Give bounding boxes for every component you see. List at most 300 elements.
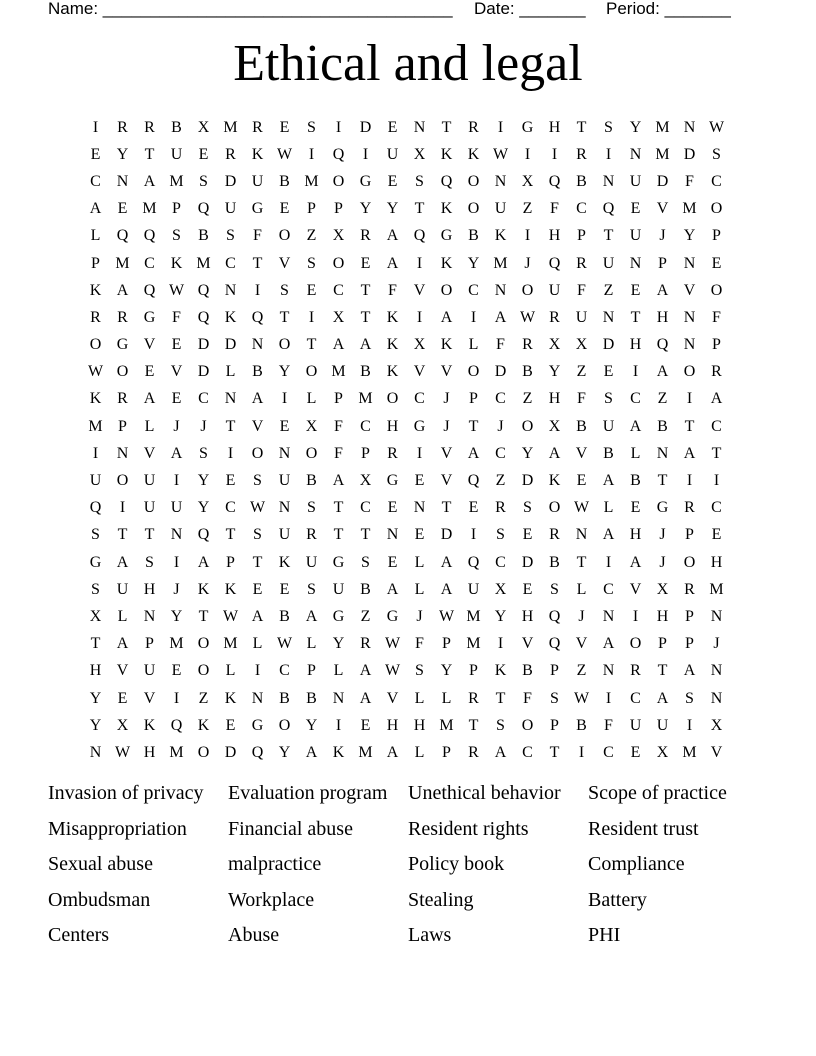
grid-letter: D — [197, 363, 210, 381]
grid-letter: Y — [305, 716, 318, 734]
grid-letter: T — [333, 526, 344, 544]
grid-letter: W — [114, 743, 131, 761]
grid-letter: U — [143, 662, 156, 680]
grid-letter: S — [307, 254, 316, 272]
word-list-item: PHI — [588, 924, 621, 946]
grid-letter: E — [387, 172, 398, 190]
grid-letter: Q — [413, 227, 426, 245]
grid-letter: A — [116, 635, 129, 653]
grid-letter: Y — [629, 118, 642, 136]
grid-letter: I — [416, 254, 423, 272]
grid-letter: T — [144, 145, 155, 163]
grid-letter: Q — [548, 607, 561, 625]
grid-letter: T — [252, 254, 263, 272]
grid-letter: M — [331, 363, 346, 381]
grid-letter: N — [575, 526, 588, 544]
grid-letter: E — [225, 716, 236, 734]
grid-letter: M — [655, 145, 670, 163]
grid-letter: B — [360, 363, 371, 381]
grid-letter: Z — [495, 472, 506, 490]
grid-letter: U — [305, 553, 318, 571]
word-list-item: Laws — [408, 924, 452, 946]
grid-letter: Y — [440, 662, 453, 680]
grid-letter: I — [281, 390, 288, 408]
grid-letter: T — [711, 444, 722, 462]
grid-letter: M — [466, 607, 481, 625]
grid-letter: H — [521, 607, 534, 625]
grid-letter: O — [278, 336, 291, 354]
grid-letter: C — [225, 254, 236, 272]
grid-letter: Z — [522, 200, 533, 218]
grid-letter: D — [359, 118, 372, 136]
grid-letter: X — [332, 227, 345, 245]
grid-letter: M — [358, 743, 373, 761]
grid-letter: M — [223, 635, 238, 653]
grid-letter: Q — [251, 743, 264, 761]
grid-letter: G — [251, 716, 264, 734]
grid-letter: F — [172, 308, 181, 326]
grid-letter: E — [279, 118, 290, 136]
grid-letter: W — [492, 145, 509, 163]
grid-letter: U — [170, 499, 183, 517]
grid-letter: P — [226, 553, 235, 571]
grid-letter: P — [685, 526, 694, 544]
grid-letter: R — [225, 145, 236, 163]
grid-letter: A — [332, 472, 345, 490]
grid-letter: I — [713, 472, 720, 490]
grid-letter: C — [198, 390, 209, 408]
grid-letter: B — [360, 580, 371, 598]
grid-letter: I — [578, 743, 585, 761]
grid-letter: W — [276, 145, 293, 163]
grid-letter: O — [521, 716, 534, 734]
grid-letter: N — [332, 689, 345, 707]
grid-letter: A — [116, 553, 129, 571]
grid-letter: U — [89, 472, 102, 490]
grid-letter: A — [359, 336, 372, 354]
grid-letter: Y — [683, 227, 696, 245]
grid-letter: U — [251, 172, 264, 190]
grid-letter: C — [630, 390, 641, 408]
grid-letter: R — [711, 363, 722, 381]
word-list — [48, 779, 788, 957]
grid-letter: A — [494, 308, 507, 326]
grid-letter: I — [119, 499, 126, 517]
grid-letter: K — [332, 743, 345, 761]
grid-letter: E — [630, 200, 641, 218]
grid-letter: U — [629, 227, 642, 245]
grid-letter: F — [604, 716, 613, 734]
grid-letter: U — [332, 580, 345, 598]
grid-letter: L — [306, 635, 317, 653]
word-list-item: Abuse — [228, 924, 280, 946]
grid-letter: N — [602, 607, 615, 625]
grid-letter: K — [224, 308, 237, 326]
grid-letter: M — [223, 118, 238, 136]
grid-letter: Y — [170, 607, 183, 625]
grid-letter: I — [92, 118, 99, 136]
grid-letter: X — [89, 607, 102, 625]
grid-letter: J — [524, 254, 531, 272]
grid-letter: C — [576, 200, 587, 218]
grid-letter: J — [659, 553, 666, 571]
grid-letter: B — [603, 444, 614, 462]
grid-letter: M — [169, 743, 184, 761]
grid-letter: T — [603, 227, 614, 245]
grid-letter: R — [684, 580, 695, 598]
grid-letter: H — [413, 716, 426, 734]
grid-letter: P — [145, 635, 154, 653]
grid-letter: V — [386, 689, 399, 707]
grid-letter: X — [710, 716, 723, 734]
grid-letter: C — [90, 172, 101, 190]
grid-letter: C — [360, 499, 371, 517]
grid-letter: W — [438, 607, 455, 625]
grid-letter: M — [88, 417, 103, 435]
grid-letter: D — [224, 336, 237, 354]
grid-letter: K — [197, 580, 210, 598]
grid-letter: P — [334, 390, 343, 408]
grid-letter: D — [656, 172, 669, 190]
grid-letter: A — [386, 580, 399, 598]
grid-letter: U — [386, 145, 399, 163]
grid-letter: J — [443, 417, 450, 435]
grid-letter: I — [254, 281, 261, 299]
grid-letter: O — [467, 363, 480, 381]
grid-letter: H — [548, 118, 561, 136]
grid-letter: E — [171, 336, 182, 354]
name-field: Name: _____________________________________ — [48, 0, 453, 18]
grid-letter: I — [308, 145, 315, 163]
grid-letter: U — [602, 417, 615, 435]
grid-letter: I — [254, 662, 261, 680]
grid-letter: L — [117, 607, 128, 625]
grid-letter: Q — [197, 526, 210, 544]
grid-letter: V — [629, 580, 642, 598]
grid-letter: V — [143, 689, 156, 707]
grid-letter: P — [361, 444, 370, 462]
grid-letter: F — [415, 635, 424, 653]
grid-letter: M — [682, 200, 697, 218]
grid-letter: Y — [386, 200, 399, 218]
grid-letter: O — [467, 172, 480, 190]
word-list-item: Evaluation program — [228, 782, 388, 804]
grid-letter: U — [602, 254, 615, 272]
grid-letter: F — [685, 172, 694, 190]
grid-letter: E — [90, 145, 101, 163]
grid-letter: A — [467, 444, 480, 462]
grid-letter: K — [386, 336, 399, 354]
word-list-item: malpractice — [228, 853, 322, 875]
grid-letter: N — [224, 281, 237, 299]
grid-letter: H — [386, 716, 399, 734]
grid-letter: I — [416, 444, 423, 462]
grid-letter: O — [521, 281, 534, 299]
grid-letter: A — [143, 390, 156, 408]
grid-letter: H — [629, 336, 642, 354]
grid-letter: U — [116, 580, 129, 598]
grid-letter: T — [549, 743, 560, 761]
grid-letter: I — [605, 689, 612, 707]
grid-letter: E — [252, 580, 263, 598]
word-list-item: Unethical behavior — [408, 782, 561, 804]
grid-letter: T — [495, 689, 506, 707]
grid-letter: R — [576, 145, 587, 163]
grid-letter: T — [657, 662, 668, 680]
grid-letter: C — [468, 281, 479, 299]
grid-letter: L — [414, 743, 425, 761]
grid-letter: L — [603, 499, 614, 517]
grid-letter: C — [414, 390, 425, 408]
grid-letter: S — [253, 472, 262, 490]
grid-letter: W — [708, 118, 725, 136]
grid-letter: U — [278, 526, 291, 544]
grid-letter: U — [143, 472, 156, 490]
grid-letter: R — [630, 662, 641, 680]
grid-letter: X — [548, 336, 561, 354]
grid-letter: E — [117, 200, 128, 218]
grid-letter: C — [144, 254, 155, 272]
grid-letter: S — [496, 716, 505, 734]
grid-letter: A — [656, 689, 669, 707]
grid-letter: N — [629, 254, 642, 272]
grid-letter: K — [89, 390, 102, 408]
grid-letter: C — [603, 580, 614, 598]
grid-letter: S — [523, 499, 532, 517]
grid-letter: V — [413, 363, 426, 381]
grid-letter: N — [278, 499, 291, 517]
grid-letter: J — [659, 526, 666, 544]
grid-letter: B — [522, 363, 533, 381]
grid-letter: E — [522, 526, 533, 544]
grid-letter: Q — [143, 227, 156, 245]
grid-letter: J — [578, 607, 585, 625]
grid-letter: W — [168, 281, 185, 299]
grid-letter: A — [251, 390, 264, 408]
grid-letter: H — [656, 308, 669, 326]
grid-letter: F — [253, 227, 262, 245]
grid-letter: V — [143, 444, 156, 462]
grid-letter: Q — [116, 227, 129, 245]
grid-letter: W — [87, 363, 104, 381]
grid-letter: O — [251, 444, 264, 462]
grid-letter: N — [710, 662, 723, 680]
grid-letter: I — [686, 472, 693, 490]
grid-letter: E — [387, 118, 398, 136]
grid-letter: H — [656, 607, 669, 625]
grid-letter: N — [116, 172, 129, 190]
grid-letter: K — [494, 227, 507, 245]
grid-letter: E — [279, 417, 290, 435]
grid-letter: P — [685, 635, 694, 653]
grid-letter: N — [278, 444, 291, 462]
grid-letter: I — [605, 553, 612, 571]
grid-letter: P — [91, 254, 100, 272]
grid-letter: J — [713, 635, 720, 653]
grid-letter: V — [656, 200, 669, 218]
grid-letter: X — [413, 336, 426, 354]
grid-letter: A — [170, 444, 183, 462]
grid-letter: K — [224, 580, 237, 598]
grid-letter: K — [251, 145, 264, 163]
grid-letter: O — [116, 363, 129, 381]
grid-letter: C — [630, 689, 641, 707]
grid-letter: S — [91, 580, 100, 598]
grid-letter: Y — [89, 716, 102, 734]
grid-letter: K — [89, 281, 102, 299]
grid-letter: I — [686, 390, 693, 408]
grid-letter: R — [252, 118, 263, 136]
grid-letter: K — [467, 145, 480, 163]
grid-letter: R — [684, 499, 695, 517]
grid-letter: B — [576, 417, 587, 435]
grid-letter: K — [440, 336, 453, 354]
grid-letter: N — [251, 336, 264, 354]
grid-letter: A — [602, 472, 615, 490]
grid-letter: T — [360, 281, 371, 299]
grid-letter: A — [359, 689, 372, 707]
grid-letter: R — [468, 118, 479, 136]
grid-letter: Y — [521, 444, 534, 462]
grid-letter: A — [305, 607, 318, 625]
word-list-item: Policy book — [408, 853, 505, 875]
grid-letter: P — [172, 200, 181, 218]
grid-letter: U — [575, 308, 588, 326]
grid-letter: S — [226, 227, 235, 245]
grid-letter: Z — [576, 363, 587, 381]
grid-letter: U — [494, 200, 507, 218]
grid-letter: C — [360, 417, 371, 435]
grid-letter: E — [198, 145, 209, 163]
grid-letter: R — [576, 254, 587, 272]
grid-letter: R — [468, 689, 479, 707]
grid-letter: F — [388, 281, 397, 299]
grid-letter: E — [171, 662, 182, 680]
grid-letter: U — [224, 200, 237, 218]
grid-letter: E — [711, 254, 722, 272]
grid-letter: A — [683, 444, 696, 462]
word-list-item: Misappropriation — [48, 817, 187, 840]
grid-letter: T — [684, 417, 695, 435]
grid-letter: L — [414, 689, 425, 707]
grid-letter: G — [89, 553, 102, 571]
grid-letter: N — [683, 254, 696, 272]
grid-letter: Y — [197, 472, 210, 490]
grid-letter: C — [279, 662, 290, 680]
grid-letter: R — [387, 444, 398, 462]
grid-letter: A — [683, 662, 696, 680]
grid-letter: Y — [116, 145, 129, 163]
grid-letter: O — [197, 743, 210, 761]
grid-letter: U — [548, 281, 561, 299]
grid-letter: H — [629, 526, 642, 544]
word-list-item: Workplace — [228, 888, 315, 911]
grid-letter: M — [196, 254, 211, 272]
grid-letter: T — [576, 118, 587, 136]
grid-letter: S — [172, 227, 181, 245]
grid-letter: H — [548, 390, 561, 408]
grid-letter: O — [710, 281, 723, 299]
grid-letter: T — [468, 417, 479, 435]
grid-letter: G — [521, 118, 534, 136]
grid-letter: Z — [657, 390, 668, 408]
grid-letter: P — [685, 607, 694, 625]
grid-letter: E — [630, 499, 641, 517]
grid-letter: S — [550, 689, 559, 707]
grid-letter: R — [495, 499, 506, 517]
grid-letter: O — [629, 635, 642, 653]
grid-letter: F — [334, 444, 343, 462]
grid-letter: T — [414, 200, 425, 218]
grid-letter: L — [252, 635, 263, 653]
grid-letter: V — [143, 336, 156, 354]
grid-letter: B — [171, 118, 182, 136]
grid-letter: I — [632, 607, 639, 625]
grid-letter: M — [169, 635, 184, 653]
grid-letter: K — [548, 472, 561, 490]
grid-letter: F — [334, 417, 343, 435]
grid-letter: F — [550, 200, 559, 218]
grid-letter: H — [710, 553, 723, 571]
grid-letter: X — [197, 118, 210, 136]
grid-letter: O — [278, 227, 291, 245]
grid-letter: S — [415, 172, 424, 190]
grid-letter: I — [551, 145, 558, 163]
grid-letter: E — [171, 390, 182, 408]
grid-letter: M — [142, 200, 157, 218]
grid-letter: T — [225, 417, 236, 435]
grid-letter: A — [359, 662, 372, 680]
period-field: Period: _______ — [606, 0, 731, 18]
grid-letter: I — [335, 118, 342, 136]
grid-letter: Z — [198, 689, 209, 707]
grid-letter: W — [573, 499, 590, 517]
grid-letter: E — [414, 526, 425, 544]
grid-letter: P — [334, 200, 343, 218]
grid-letter: S — [415, 662, 424, 680]
grid-letter: N — [710, 607, 723, 625]
grid-letter: K — [224, 689, 237, 707]
grid-letter: S — [550, 580, 559, 598]
grid-letter: A — [602, 526, 615, 544]
grid-letter: S — [91, 526, 100, 544]
grid-letter: Y — [359, 200, 372, 218]
grid-letter: A — [143, 172, 156, 190]
grid-letter: K — [440, 200, 453, 218]
date-field: Date: _______ — [474, 0, 586, 18]
grid-letter: P — [577, 227, 586, 245]
grid-letter: K — [143, 716, 156, 734]
grid-letter: N — [170, 526, 183, 544]
grid-letter: U — [629, 172, 642, 190]
grid-letter: T — [117, 526, 128, 544]
grid-letter: T — [657, 472, 668, 490]
grid-letter: X — [116, 716, 129, 734]
grid-letter: A — [386, 227, 399, 245]
grid-letter: I — [470, 526, 477, 544]
grid-letter: V — [521, 635, 534, 653]
grid-letter: B — [306, 689, 317, 707]
grid-letter: U — [170, 145, 183, 163]
word-list-item: Invasion of privacy — [48, 782, 204, 804]
grid-letter: N — [683, 336, 696, 354]
grid-letter: N — [602, 662, 615, 680]
grid-letter: D — [683, 145, 696, 163]
grid-letter: M — [655, 118, 670, 136]
grid-letter: N — [413, 118, 426, 136]
grid-letter: C — [711, 172, 722, 190]
grid-letter: B — [522, 662, 533, 680]
